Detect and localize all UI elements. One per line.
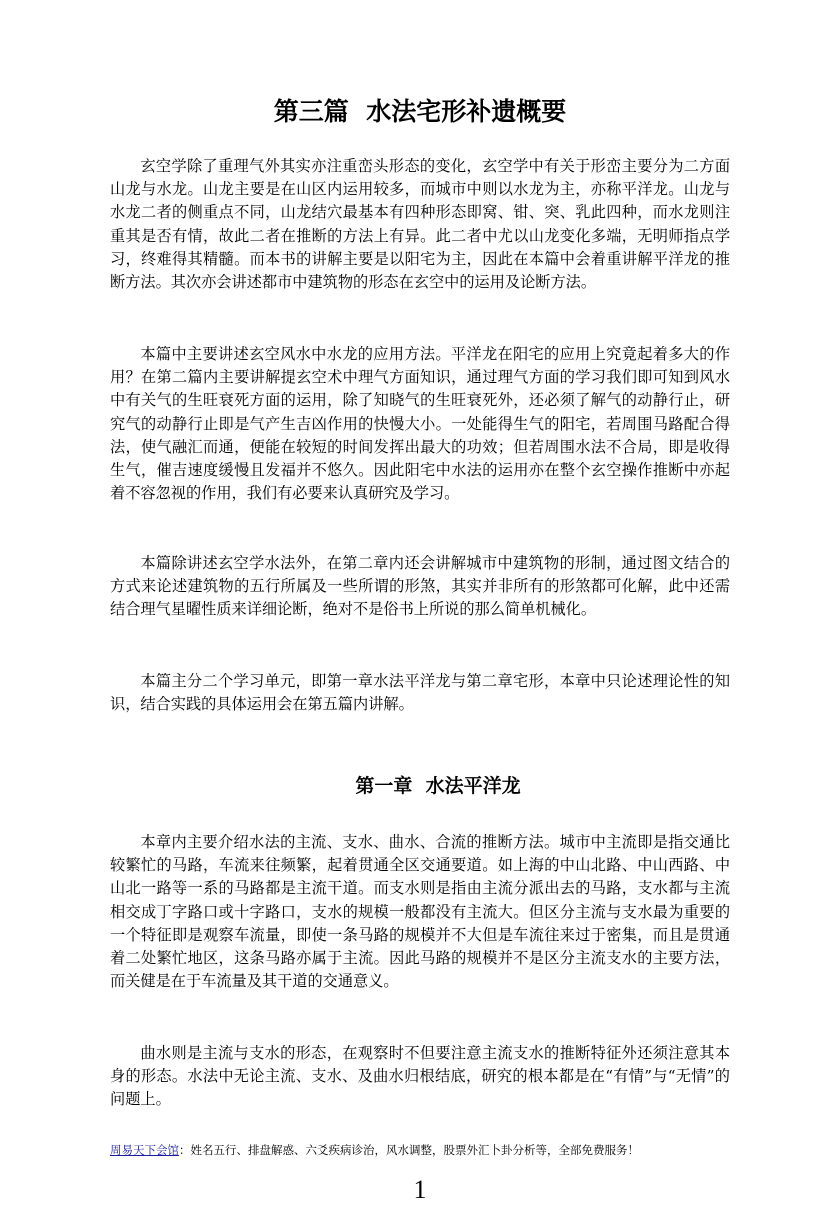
footer-text: ：姓名五行、排盘解惑、六爻疾病诊治，风水调整，股票外汇卜卦分析等，全部免费服务！ bbox=[179, 1143, 639, 1157]
page-number: 1 bbox=[413, 1175, 427, 1204]
intro-paragraph-4: 本篇主分二个学习单元，即第一章水法平洋龙与第二章宅形，本章中只论述理论性的知识，结合实践的具体运用会在第五篇内讲解。 bbox=[110, 672, 730, 714]
footer-link[interactable]: 周易天下会馆 bbox=[110, 1143, 179, 1157]
page-title: 第三篇 水法宅形补遗概要 bbox=[273, 97, 567, 126]
footer-note bbox=[110, 1142, 639, 1158]
chapter-paragraph-2: 曲水则是主流与支水的形态，在观察时不但要注意主流支水的推断特征外还须注意其本身的形态。水法中无论主流、支水、及曲水归根结底，研究的根本都是在“有情”与“无情”的问题上。 bbox=[110, 1044, 730, 1109]
chapter-title: 第一章 水法平洋龙 bbox=[355, 775, 521, 797]
intro-paragraph-2: 本篇中主要讲述玄空风水中水龙的应用方法。平洋龙在阳宅的应用上究竟起着多大的作用？在第二篇内主要讲解提玄空术中理气方面知识，通过理气方面的学习我们即可知到风水中有关气的生旺衰死方面的运用，除了知晓气的生旺衰死外，还必须了解气的动静行止，研究气的动静行止即是气产生吉凶作用的快慢大小。一处能得生气的阳宅，若周围马路配合得法，使气融汇而通，便能在较短的时间发挥出最大的功效；但若周围水法不合局，即是收得生气，催吉速度缓慢且发福并不悠久。因此阳宅中水法的运用亦在整个玄空操作推断中亦起着不容忽视的作用，我们有必要来认真研究及学习。 bbox=[110, 345, 730, 503]
chapter-paragraph-1: 本章内主要介绍水法的主流、支水、曲水、合流的推断方法。城市中主流即是指交通比较繁忙的马路，车流来往频繁，起着贯通全区交通要道。如上海的中山北路、中山西路、中山北一路等一系的马路都是主流干道。而支水则是指由主流分派出去的马路，支水都与主流相交成丁字路口或十字路口，支水的规模一般都没有主流大。但区分主流与支水最为重要的一个特征即是观察车流量，即使一条马路的规模并不大但是车流往来过于密集，而且是贯通着二处繁忙地区，这条马路亦属于主流。因此马路的规模并不是区分主流支水的主要方法，而关健是在于车流量及其干道的交通意义。 bbox=[110, 833, 730, 991]
intro-paragraph-3: 本篇除讲述玄空学水法外，在第二章内还会讲解城市中建筑物的形制，通过图文结合的方式来论述建筑物的五行所属及一些所谓的形煞，其实并非所有的形煞都可化解，此中还需结合理气星曜性质来详细论断，绝对不是俗书上所说的那么简单机械化。 bbox=[110, 554, 730, 619]
intro-paragraph-1: 玄空学除了重理气外其实亦注重峦头形态的变化，玄空学中有关于形峦主要分为二方面山龙与水龙。山龙主要是在山区内运用较多，而城市中则以水龙为主，亦称平洋龙。山龙与水龙二者的侧重点不同，山龙结穴最基本有四种形态即窝、钳、突、乳此四种，而水龙则注重其是否有情，故此二者在推断的方法上有异。此二者中尤以山龙变化多端，无明师指点学习，终难得其精髓。而本书的讲解主要是以阳宅为主，因此在本篇中会着重讲解平洋龙的推断方法。其次亦会讲述都市中建筑物的形态在玄空中的运用及论断方法。 bbox=[110, 157, 730, 292]
